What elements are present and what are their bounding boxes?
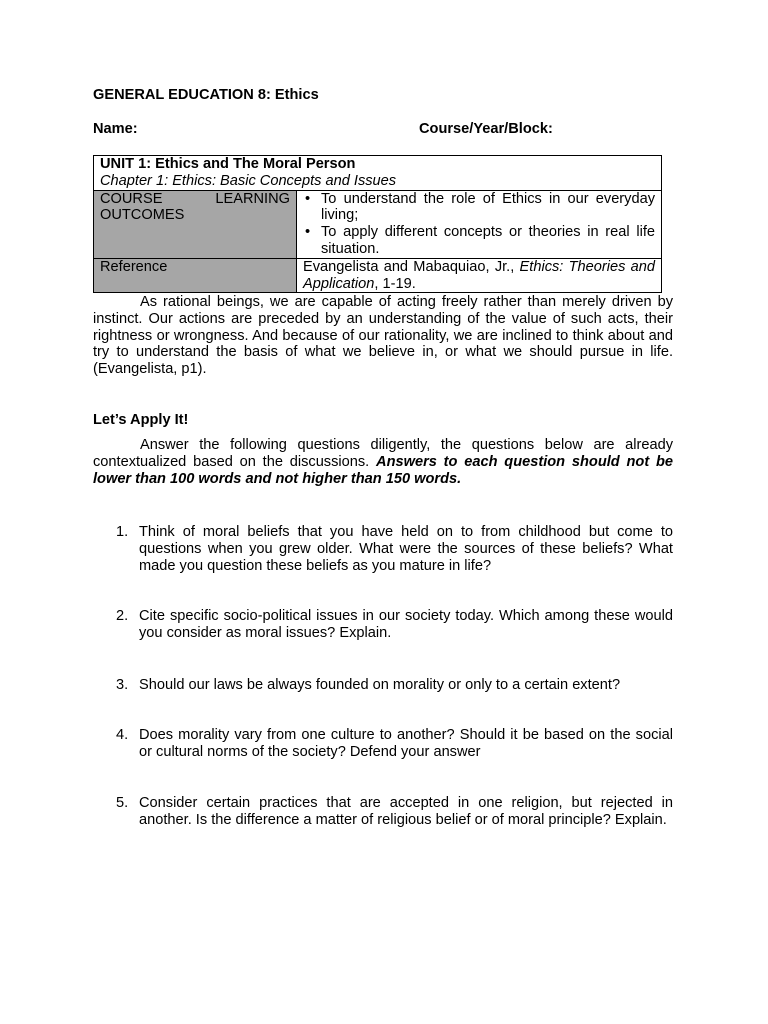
question-text: Should our laws be always founded on morality or only to a certain extent? (139, 677, 621, 693)
apply-instructions (93, 437, 673, 487)
apply-instructions-text: Answer the following questions diligently, the questions below are already contextualized based on the discussions. (93, 437, 673, 470)
outcome-item: • To apply different concepts or theories in real life situation. (317, 224, 655, 258)
outcomes-label-line1: COURSE LEARNING (100, 190, 290, 207)
chapter-title: Chapter 1: Ethics: Basic Concepts and Issues (100, 172, 397, 189)
unit-row (94, 156, 662, 191)
outcome-item: • To understand the role of Ethics in our everyday living; (317, 191, 655, 225)
unit-cell (94, 156, 662, 191)
reference-pages: , 1-19. (374, 275, 416, 292)
question-number: 5. (116, 795, 129, 811)
reference-label-cell (94, 258, 297, 293)
outcomes-row (94, 190, 662, 258)
reference-label: Reference (100, 258, 168, 275)
question-text: Does morality vary from one culture to another? Should it be based on the social or cultural norms of the society? Defend your answer (139, 727, 673, 760)
question-text: Think of moral beliefs that you have held on to from childhood but come to questions when you grew older. What were the sources of these beliefs? What made you question these beliefs as you mature in life? (139, 524, 673, 574)
question-item (93, 727, 673, 761)
question-number: 4. (116, 727, 129, 743)
intro-text: As rational beings, we are capable of acting freely rather than merely driven by instinct. Our actions are preceded by an understanding of the value of such acts, their rightness or wrongness. And because of our rationality, we are inclined to think about and try to understand the basis of what we believe in, or what we should pursue in life. (Evangelista, p1). (93, 294, 673, 378)
document-title: GENERAL EDUCATION 8: Ethics (93, 87, 319, 103)
outcomes-list (303, 191, 655, 258)
question-text: Cite specific socio-political issues in our society today. Which among these would you consider as moral issues? Explain. (139, 608, 673, 641)
question-item (93, 677, 673, 694)
name-label: Name: (93, 121, 138, 137)
outcomes-cell (297, 190, 662, 258)
outcomes-label-cell (94, 190, 297, 258)
question-number: 2. (116, 608, 129, 624)
question-item (93, 608, 673, 642)
reference-row (94, 258, 662, 293)
question-number: 1. (116, 524, 129, 540)
question-item (93, 524, 673, 574)
question-text: Consider certain practices that are accepted in one religion, but rejected in another. Is the difference a matter of religious belief or of moral principle? Explain. (139, 795, 673, 828)
word-count-requirement: Answers to each question should not be lower than 100 words and not higher than 150 words. (93, 453, 673, 487)
question-number: 3. (116, 677, 129, 693)
question-item (93, 795, 673, 829)
reference-book-title: Ethics: Theories and Application (303, 258, 655, 292)
reference-author: Evangelista and Mabaquiao, Jr., (303, 258, 520, 275)
course-year-block-label: Course/Year/Block: (419, 121, 553, 137)
outcomes-label-line2: OUTCOMES (100, 207, 185, 224)
unit-title: UNIT 1: Ethics and The Moral Person (100, 156, 356, 172)
apply-heading: Let’s Apply It! (93, 412, 189, 428)
intro-paragraph (93, 294, 673, 378)
course-info-table (93, 155, 662, 293)
reference-cell (297, 258, 662, 293)
